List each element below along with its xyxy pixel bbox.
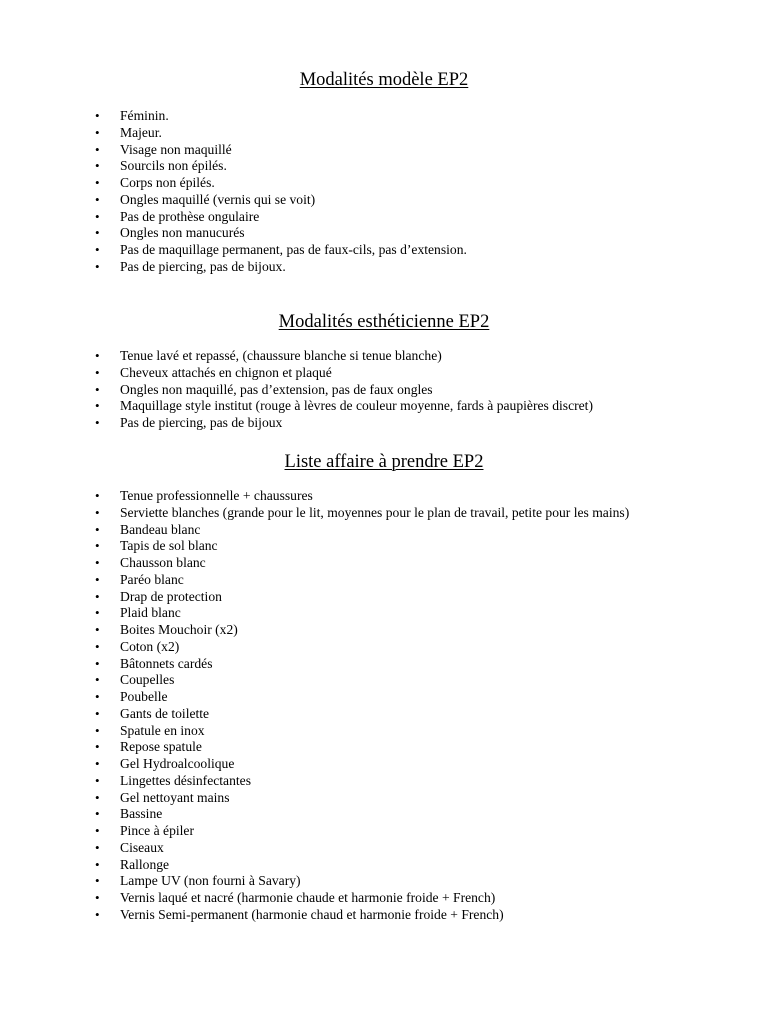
list-item-text: Bassine (120, 806, 163, 822)
list-item-text: Tenue professionnelle + chaussures (120, 488, 313, 503)
bullet-icon: • (95, 348, 100, 363)
bullet-icon: • (95, 856, 100, 872)
list-item (0, 209, 768, 226)
bullet-icon: • (95, 873, 100, 889)
list-item (0, 522, 768, 539)
bullet-icon: • (95, 906, 100, 922)
list-item-text: Pas de maquillage permanent, pas de faux-cils, pas d’extension. (120, 242, 467, 257)
bullet-icon: • (95, 588, 100, 604)
list-item (0, 538, 768, 555)
list-item-text: Gel Hydroalcoolique (120, 756, 235, 771)
list-item (0, 382, 768, 399)
list-item-text: Rallonge (120, 856, 170, 872)
list-item-text: Coupelles (120, 672, 175, 688)
list-item (0, 739, 768, 756)
list-item-text: Pince à épiler (120, 823, 194, 838)
bullet-icon: • (95, 839, 100, 855)
bullet-list-estheticienne (0, 348, 768, 432)
bullet-icon: • (95, 739, 100, 755)
bullet-icon: • (95, 521, 100, 537)
list-item-text: Plaid blanc (120, 605, 181, 621)
list-item (0, 806, 768, 823)
list-item-text: Visage non maquillé (120, 141, 232, 157)
list-item-text: Bandeau blanc (120, 521, 201, 537)
bullet-icon: • (95, 108, 100, 123)
list-item (0, 242, 768, 259)
bullet-icon: • (95, 806, 100, 822)
list-item (0, 639, 768, 656)
bullet-icon: • (95, 242, 100, 257)
list-item (0, 142, 768, 159)
list-item-text: Pas de piercing, pas de bijoux. (120, 258, 286, 274)
list-item-text: Tapis de sol blanc (120, 538, 218, 554)
bullet-icon: • (95, 538, 100, 554)
bullet-icon: • (95, 208, 100, 224)
section-modalites-estheticienne (0, 311, 768, 333)
list-item (0, 488, 768, 505)
list-item-text: Pas de prothèse ongulaire (120, 208, 260, 224)
bullet-icon: • (95, 571, 100, 587)
list-item (0, 622, 768, 639)
bullet-list-affaires (0, 488, 768, 924)
bullet-icon: • (95, 789, 100, 805)
list-item-text: Bâtonnets cardés (120, 655, 213, 671)
list-item (0, 398, 768, 415)
bullet-icon: • (95, 191, 100, 207)
list-item (0, 656, 768, 673)
list-item (0, 365, 768, 382)
bullet-icon: • (95, 504, 100, 520)
list-item (0, 873, 768, 890)
list-item (0, 907, 768, 924)
section-modalites-modele (0, 69, 768, 91)
bullet-icon: • (95, 772, 100, 788)
list-item-text: Pas de piercing, pas de bijoux (120, 415, 283, 430)
list-item (0, 706, 768, 723)
list-item (0, 158, 768, 175)
bullet-icon: • (95, 258, 100, 274)
list-item (0, 108, 768, 125)
list-item-text: Vernis laqué et nacré (harmonie chaude et harmonie froide + French) (120, 890, 496, 905)
list-item-text: Ongles non maquillé, pas d’extension, pas de faux ongles (120, 381, 433, 397)
list-item-text: Ciseaux (120, 839, 164, 855)
bullet-icon: • (95, 890, 100, 905)
bullet-icon: • (95, 605, 100, 621)
bullet-icon: • (95, 124, 100, 140)
list-item-text: Drap de protection (120, 588, 222, 604)
bullet-icon: • (95, 655, 100, 671)
list-item-text: Chausson blanc (120, 555, 206, 570)
bullet-icon: • (95, 364, 100, 380)
list-item-text: Majeur. (120, 124, 162, 140)
list-item (0, 605, 768, 622)
list-item-text: Serviette blanches (grande pour le lit, moyennes pour le plan de travail, petite pour les mains) (120, 504, 630, 520)
list-item (0, 790, 768, 807)
list-item-text: Vernis Semi-permanent (harmonie chaud et harmonie froide + French) (120, 906, 504, 922)
list-item (0, 840, 768, 857)
list-item-text: Maquillage style institut (rouge à lèvres de couleur moyenne, fards à paupières discret) (120, 398, 593, 414)
bullet-icon: • (95, 823, 100, 838)
list-item-text: Poubelle (120, 689, 168, 704)
bullet-icon: • (95, 555, 100, 570)
bullet-icon: • (95, 756, 100, 771)
list-item (0, 773, 768, 790)
list-item-text: Gants de toilette (120, 705, 210, 721)
list-item-text: Corps non épilés. (120, 175, 215, 190)
list-item (0, 259, 768, 276)
list-item-text: Paréo blanc (120, 571, 184, 587)
list-item-text: Coton (x2) (120, 638, 180, 654)
list-item (0, 589, 768, 606)
bullet-icon: • (95, 689, 100, 704)
bullet-icon: • (95, 381, 100, 397)
list-item (0, 890, 768, 907)
list-item (0, 857, 768, 874)
bullet-icon: • (95, 672, 100, 688)
list-item (0, 555, 768, 572)
list-item-text: Boites Mouchoir (x2) (120, 622, 238, 637)
list-item (0, 689, 768, 706)
section-title: Liste affaire à prendre EP2 (284, 452, 484, 472)
bullet-list-modele (0, 108, 768, 276)
section-liste-affaire (0, 451, 768, 473)
list-item-text: Ongles non manucurés (120, 225, 245, 241)
bullet-icon: • (95, 398, 100, 414)
list-item (0, 756, 768, 773)
list-item-text: Lampe UV (non fourni à Savary) (120, 873, 301, 889)
list-item-text: Cheveux attachés en chignon et plaqué (120, 364, 332, 380)
bullet-icon: • (95, 158, 100, 174)
list-item (0, 225, 768, 242)
bullet-icon: • (95, 225, 100, 241)
section-title: Modalités modèle EP2 (299, 70, 469, 90)
section-title: Modalités esthéticienne EP2 (278, 312, 490, 332)
bullet-icon: • (95, 722, 100, 738)
list-item-text: Gel nettoyant mains (120, 789, 230, 805)
bullet-icon: • (95, 622, 100, 637)
bullet-icon: • (95, 175, 100, 190)
bullet-icon: • (95, 705, 100, 721)
list-item-text: Repose spatule (120, 739, 202, 755)
list-item (0, 192, 768, 209)
list-item (0, 175, 768, 192)
bullet-icon: • (95, 141, 100, 157)
list-item (0, 505, 768, 522)
list-item-text: Spatule en inox (120, 722, 205, 738)
list-item-text: Tenue lavé et repassé, (chaussure blanche si tenue blanche) (120, 348, 442, 363)
bullet-icon: • (95, 638, 100, 654)
list-item (0, 415, 768, 432)
list-item (0, 672, 768, 689)
list-item (0, 723, 768, 740)
list-item-text: Lingettes désinfectantes (120, 772, 251, 788)
list-item-text: Ongles maquillé (vernis qui se voit) (120, 191, 316, 207)
list-item-text: Sourcils non épilés. (120, 158, 227, 174)
bullet-icon: • (95, 488, 100, 503)
list-item-text: Féminin. (120, 108, 169, 123)
list-item (0, 125, 768, 142)
list-item (0, 572, 768, 589)
list-item (0, 348, 768, 365)
list-item (0, 823, 768, 840)
bullet-icon: • (95, 415, 100, 430)
